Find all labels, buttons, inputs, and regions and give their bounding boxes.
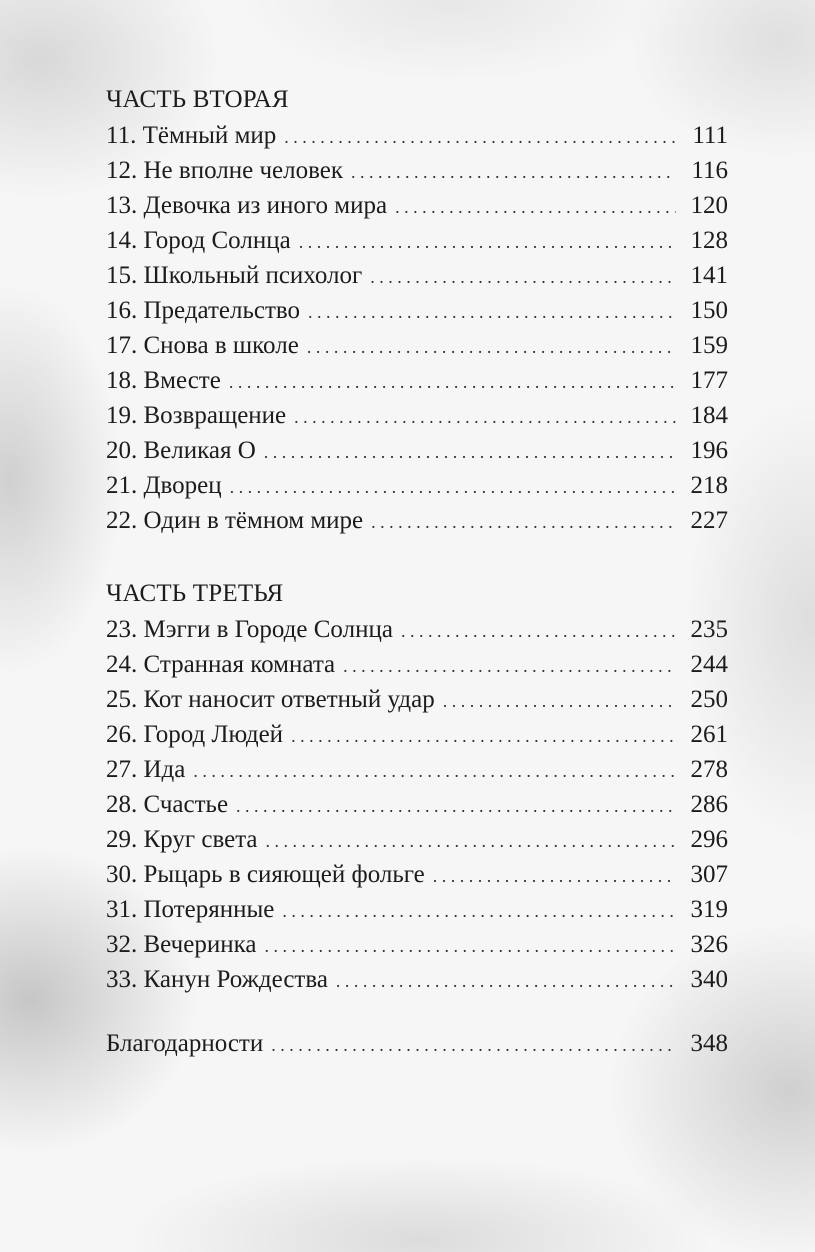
toc-entry-page: 120 bbox=[690, 192, 728, 219]
toc-entry[interactable] bbox=[106, 612, 728, 647]
toc-entry[interactable] bbox=[106, 223, 728, 258]
toc-entry[interactable] bbox=[106, 822, 728, 857]
dot-leader bbox=[294, 400, 676, 435]
toc-entry-page: 111 bbox=[692, 122, 728, 149]
dot-leader bbox=[370, 260, 676, 295]
dot-leader bbox=[291, 719, 676, 754]
dot-leader bbox=[282, 894, 676, 929]
dot-leader bbox=[371, 505, 676, 540]
table-of-contents bbox=[106, 82, 728, 1061]
dot-leader bbox=[299, 225, 676, 260]
toc-entry-title: 31. Потерянные bbox=[106, 896, 275, 923]
dot-leader bbox=[336, 964, 676, 999]
toc-entry[interactable] bbox=[106, 682, 728, 717]
dot-leader bbox=[343, 649, 676, 684]
toc-entry-page: 116 bbox=[691, 157, 728, 184]
toc-entry-page: 227 bbox=[690, 507, 728, 534]
part-two-section bbox=[106, 82, 728, 538]
toc-entry-page: 244 bbox=[690, 651, 728, 678]
toc-entry-acknowledgements[interactable] bbox=[106, 1026, 728, 1061]
toc-entry-page: 340 bbox=[690, 966, 728, 993]
part-title: ЧАСТЬ ТРЕТЬЯ bbox=[106, 580, 284, 607]
toc-entry-title: 23. Мэгги в Городе Солнца bbox=[106, 616, 393, 643]
toc-entry-page: 286 bbox=[690, 791, 728, 818]
toc-entry[interactable] bbox=[106, 328, 728, 363]
dot-leader bbox=[236, 789, 676, 824]
toc-entry-page: 196 bbox=[690, 437, 728, 464]
toc-entry[interactable] bbox=[106, 153, 728, 188]
toc-entry[interactable] bbox=[106, 717, 728, 752]
toc-entry-page: 128 bbox=[690, 227, 728, 254]
toc-entry-title: 24. Странная комната bbox=[106, 651, 336, 678]
toc-entry-title: 18. Вместе bbox=[106, 367, 221, 394]
toc-entry-title: Благодарности bbox=[106, 1030, 264, 1057]
toc-entry[interactable] bbox=[106, 647, 728, 682]
toc-entry-page: 261 bbox=[690, 721, 728, 748]
toc-entry-title: 15. Школьный психолог bbox=[106, 262, 363, 289]
toc-entry-page: 184 bbox=[690, 402, 728, 429]
toc-entry[interactable] bbox=[106, 752, 728, 787]
toc-entry-title: 13. Девочка из иного мира bbox=[106, 192, 388, 219]
toc-entry-page: 218 bbox=[690, 472, 728, 499]
dot-leader bbox=[266, 824, 676, 859]
toc-entry[interactable] bbox=[106, 468, 728, 503]
part-three-section bbox=[106, 576, 728, 997]
toc-entry-page: 159 bbox=[690, 332, 728, 359]
toc-entry-title: 12. Не вполне человек bbox=[106, 157, 343, 184]
toc-entry-title: 30. Рыцарь в сияющей фольге bbox=[106, 861, 425, 888]
dot-leader bbox=[308, 295, 676, 330]
toc-entry[interactable] bbox=[106, 363, 728, 398]
toc-entry-title: 14. Город Солнца bbox=[106, 227, 291, 254]
toc-entry-page: 307 bbox=[690, 861, 728, 888]
toc-entry-title: 28. Счастье bbox=[106, 791, 229, 818]
toc-entry-page: 177 bbox=[690, 367, 728, 394]
toc-entry-title: 21. Дворец bbox=[106, 472, 222, 499]
toc-entry[interactable] bbox=[106, 293, 728, 328]
toc-entry-page: 141 bbox=[690, 262, 728, 289]
dot-leader bbox=[433, 859, 676, 894]
toc-entry-title: 27. Ида bbox=[106, 756, 186, 783]
toc-entry-page: 150 bbox=[690, 297, 728, 324]
dot-leader bbox=[395, 190, 676, 225]
toc-entry-page: 319 bbox=[690, 896, 728, 923]
dot-leader bbox=[230, 470, 676, 505]
dot-leader bbox=[264, 929, 676, 964]
toc-entry-page: 326 bbox=[690, 931, 728, 958]
toc-entry-title: 29. Круг света bbox=[106, 826, 258, 853]
toc-entry-title: 22. Один в тёмном мире bbox=[106, 507, 364, 534]
toc-entry[interactable] bbox=[106, 433, 728, 468]
dot-leader bbox=[193, 754, 676, 789]
toc-entry[interactable] bbox=[106, 188, 728, 223]
toc-entry-title: 33. Канун Рождества bbox=[106, 966, 328, 993]
chapter-list bbox=[106, 612, 728, 997]
toc-entry-title: 19. Возвращение bbox=[106, 402, 287, 429]
part-title: ЧАСТЬ ВТОРАЯ bbox=[106, 86, 289, 113]
dot-leader bbox=[401, 614, 676, 649]
toc-entry[interactable] bbox=[106, 118, 728, 153]
toc-entry-page: 296 bbox=[690, 826, 728, 853]
toc-entry-title: 25. Кот наносит ответный удар bbox=[106, 686, 435, 713]
toc-entry-page: 250 bbox=[690, 686, 728, 713]
dot-leader bbox=[271, 1028, 676, 1063]
toc-entry-title: 11. Тёмный мир bbox=[106, 122, 277, 149]
dot-leader bbox=[229, 365, 676, 400]
toc-entry-page: 235 bbox=[690, 616, 728, 643]
toc-entry[interactable] bbox=[106, 892, 728, 927]
dot-leader bbox=[307, 330, 676, 365]
dot-leader bbox=[351, 155, 676, 190]
toc-entry[interactable] bbox=[106, 927, 728, 962]
toc-entry[interactable] bbox=[106, 398, 728, 433]
toc-entry-page: 348 bbox=[690, 1030, 728, 1057]
chapter-list bbox=[106, 118, 728, 538]
toc-entry[interactable] bbox=[106, 962, 728, 997]
toc-entry-title: 16. Предательство bbox=[106, 297, 301, 324]
toc-entry[interactable] bbox=[106, 787, 728, 822]
toc-entry-title: 20. Великая О bbox=[106, 437, 256, 464]
toc-entry-title: 17. Снова в школе bbox=[106, 332, 299, 359]
toc-entry[interactable] bbox=[106, 258, 728, 293]
dot-leader bbox=[443, 684, 676, 719]
dot-leader bbox=[264, 435, 676, 470]
toc-entry-title: 26. Город Людей bbox=[106, 721, 284, 748]
toc-entry-title: 32. Вечеринка bbox=[106, 931, 257, 958]
toc-entry[interactable] bbox=[106, 503, 728, 538]
dot-leader bbox=[284, 120, 676, 155]
toc-entry-page: 278 bbox=[690, 756, 728, 783]
toc-entry[interactable] bbox=[106, 857, 728, 892]
